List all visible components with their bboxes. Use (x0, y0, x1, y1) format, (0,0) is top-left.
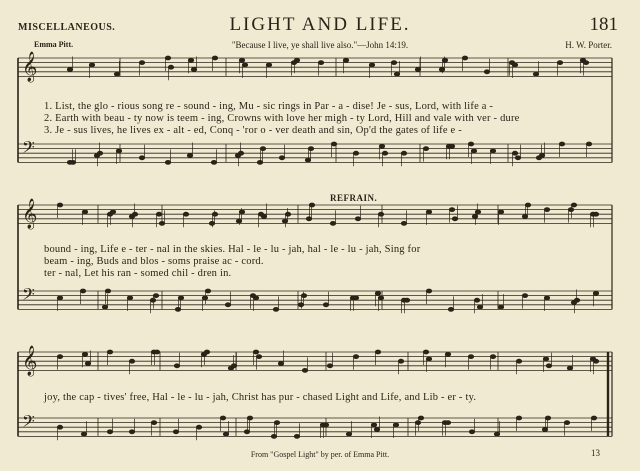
note-head (401, 222, 406, 226)
note-head (498, 210, 503, 214)
note-head (327, 364, 332, 368)
note-head (593, 359, 598, 363)
note-head (211, 161, 216, 165)
system2-line-1: bound - ing, Life e - ter - nal in the skies. Hal - le - lu - jah, hal - le - lu - jah, Sing for (44, 244, 421, 255)
note-head (220, 416, 225, 420)
treble-clef: 𝄞 (22, 199, 38, 229)
note-head (302, 369, 307, 373)
note-head (107, 350, 112, 354)
note-head (236, 219, 241, 223)
note-head (494, 432, 499, 436)
note-head (139, 156, 144, 160)
note-head (516, 359, 521, 363)
category-label: MISCELLANEOUS. (18, 22, 116, 33)
note-head (415, 421, 420, 425)
note-head (107, 430, 112, 434)
note-head (173, 430, 178, 434)
note-head (82, 210, 87, 214)
treble-clef: 𝄞 (22, 52, 38, 82)
note-head (557, 61, 562, 65)
note-head (330, 222, 335, 226)
note-head (57, 355, 62, 359)
note-head (378, 296, 383, 300)
note-head (97, 151, 102, 155)
system2-line-2: beam - ing, Buds and blos - soms praise ac - cord. (44, 256, 264, 267)
note-head (490, 355, 495, 359)
note-head (114, 72, 119, 76)
note-head (105, 289, 110, 293)
note-head (57, 203, 62, 207)
note-head (82, 352, 87, 356)
note-head (546, 364, 551, 368)
note-head (375, 350, 380, 354)
note-head (89, 63, 94, 67)
note-head (571, 203, 576, 207)
note-head (212, 56, 217, 60)
note-head (209, 222, 214, 226)
note-head (346, 432, 351, 436)
note-head (266, 63, 271, 67)
note-head (150, 298, 155, 302)
note-head (593, 291, 598, 295)
note-head (110, 210, 115, 214)
page-number: 181 (589, 14, 618, 35)
note-head (544, 296, 549, 300)
note-head (490, 149, 495, 153)
note-head (542, 428, 547, 432)
note-head (165, 56, 170, 60)
note-head (474, 298, 479, 302)
note-head (202, 296, 207, 300)
note-head (323, 423, 328, 427)
note-head (462, 56, 467, 60)
note-head (323, 303, 328, 307)
note-head (129, 430, 134, 434)
verse-1-line: 1. List, the glo - rious song re - sound - ing, Mu - sic rings in Par - a - dise! Je - sus, Lord, with life a - (44, 101, 494, 112)
note-head (102, 305, 107, 309)
source-credit: From "Gospel Light" by per. of Emma Pitt. (250, 450, 390, 459)
bass-clef: 𝄢 (22, 411, 35, 435)
note-head (139, 61, 144, 65)
note-head (498, 305, 503, 309)
note-head (81, 432, 86, 436)
note-head (331, 142, 336, 146)
note-head (484, 70, 489, 74)
treble-clef: 𝄞 (22, 346, 38, 376)
note-head (449, 208, 454, 212)
note-head (475, 210, 480, 214)
note-head (187, 154, 192, 158)
note-head (174, 364, 179, 368)
note-head (391, 61, 396, 65)
note-head (472, 215, 477, 219)
bass-clef: 𝄢 (22, 137, 35, 161)
note-head (593, 212, 598, 216)
note-head (382, 151, 387, 155)
lyricist-credit: Emma Pitt. (34, 40, 74, 49)
note-head (242, 63, 247, 67)
note-head (256, 355, 261, 359)
bass-clef: 𝄢 (22, 284, 35, 308)
note-head (393, 423, 398, 427)
note-head (564, 421, 569, 425)
note-head (468, 142, 473, 146)
note-head (85, 362, 90, 366)
note-head (591, 416, 596, 420)
note-head (439, 68, 444, 72)
note-head (559, 142, 564, 146)
note-head (231, 364, 236, 368)
note-head (294, 58, 299, 62)
note-head (525, 203, 530, 207)
note-head (244, 430, 249, 434)
note-head (212, 212, 217, 216)
verse-2-line: 2. Earth with beau - ty now is teem - ing, Crowns with love her migh - ty Lord, Hill and vale with ver - dure (44, 113, 520, 124)
note-head (426, 289, 431, 293)
note-head (154, 350, 159, 354)
note-head (132, 212, 137, 216)
note-head (471, 149, 476, 153)
note-head (415, 68, 420, 72)
note-head (522, 215, 527, 219)
note-head (308, 147, 313, 151)
note-head (257, 161, 262, 165)
note-head (353, 151, 358, 155)
note-head (512, 151, 517, 155)
note-head (442, 58, 447, 62)
note-head (353, 296, 358, 300)
note-head (539, 154, 544, 158)
plate-number: 13 (591, 448, 600, 458)
note-head (423, 350, 428, 354)
note-head (80, 289, 85, 293)
note-head (404, 298, 409, 302)
note-head (445, 352, 450, 356)
note-head (379, 144, 384, 148)
system2-line-3: ter - nal, Let his ran - somed chil - dren in. (44, 268, 232, 279)
note-head (57, 296, 62, 300)
note-head (285, 212, 290, 216)
note-head (238, 151, 243, 155)
note-head (452, 217, 457, 221)
note-head (168, 65, 173, 69)
note-head (418, 416, 423, 420)
note-head (274, 421, 279, 425)
refrain-label: REFRAIN. (330, 193, 378, 203)
note-head (515, 156, 520, 160)
note-head (398, 359, 403, 363)
note-head (116, 149, 121, 153)
note-head (448, 308, 453, 312)
note-head (57, 425, 62, 429)
scripture-epigraph: "Because I live, ye shall live also."—John 14:19. (231, 40, 409, 50)
note-head (353, 355, 358, 359)
note-head (127, 296, 132, 300)
note-head (343, 58, 348, 62)
note-head (355, 217, 360, 221)
note-head (271, 435, 276, 439)
note-head (423, 147, 428, 151)
note-head (183, 212, 188, 216)
note-head (374, 428, 379, 432)
note-head (239, 210, 244, 214)
note-head (247, 416, 252, 420)
note-head (223, 432, 228, 436)
note-head (445, 421, 450, 425)
note-head (394, 72, 399, 76)
note-head (512, 63, 517, 67)
note-head (543, 357, 548, 361)
note-head (469, 430, 474, 434)
note-head (305, 158, 310, 162)
note-head (151, 421, 156, 425)
note-head (165, 161, 170, 165)
note-head (204, 350, 209, 354)
note-head (477, 305, 482, 309)
note-head (156, 212, 161, 216)
note-head (401, 151, 406, 155)
note-head (260, 147, 265, 151)
note-head (544, 208, 549, 212)
note-head (522, 294, 527, 298)
note-head (449, 144, 454, 148)
note-head (533, 72, 538, 76)
note-head (175, 308, 180, 312)
note-head (129, 359, 134, 363)
note-head (318, 61, 323, 65)
note-head (369, 63, 374, 67)
note-head (279, 156, 284, 160)
note-head (273, 308, 278, 312)
note-head (153, 294, 158, 298)
note-head (253, 350, 258, 354)
note-head (516, 416, 521, 420)
note-head (196, 425, 201, 429)
note-head (568, 208, 573, 212)
note-head (371, 423, 376, 427)
note-head (375, 291, 380, 295)
note-head (294, 435, 299, 439)
note-head (188, 58, 193, 62)
note-head (191, 68, 196, 72)
note-head (309, 203, 314, 207)
note-head (468, 355, 473, 359)
note-head (239, 58, 244, 62)
note-head (178, 296, 183, 300)
composer-credit: H. W. Porter. (565, 40, 612, 50)
note-head (567, 366, 572, 370)
system3-line-1: joy, the cap - tives' free, Hal - le - lu - jah, Christ has pur - chased Light and Life, and Lib - er - ty. (44, 392, 477, 403)
note-head (301, 294, 306, 298)
note-head (70, 161, 75, 165)
note-head (278, 362, 283, 366)
note-head (586, 142, 591, 146)
note-head (574, 298, 579, 302)
note-head (378, 212, 383, 216)
note-head (225, 303, 230, 307)
note-head (261, 215, 266, 219)
note-head (159, 222, 164, 226)
note-head (205, 289, 210, 293)
note-head (298, 303, 303, 307)
note-head (583, 61, 588, 65)
note-head (282, 219, 287, 223)
note-head (545, 416, 550, 420)
note-head (426, 210, 431, 214)
note-head (67, 68, 72, 72)
note-head (306, 217, 311, 221)
verse-3-line: 3. Je - sus lives, he lives ex - alt - ed, Conq - 'ror o - ver death and sin, Op'd the gates of life e - (44, 125, 462, 136)
note-head (426, 357, 431, 361)
note-head (253, 296, 258, 300)
hymn-title: LIGHT AND LIFE. (229, 14, 411, 35)
